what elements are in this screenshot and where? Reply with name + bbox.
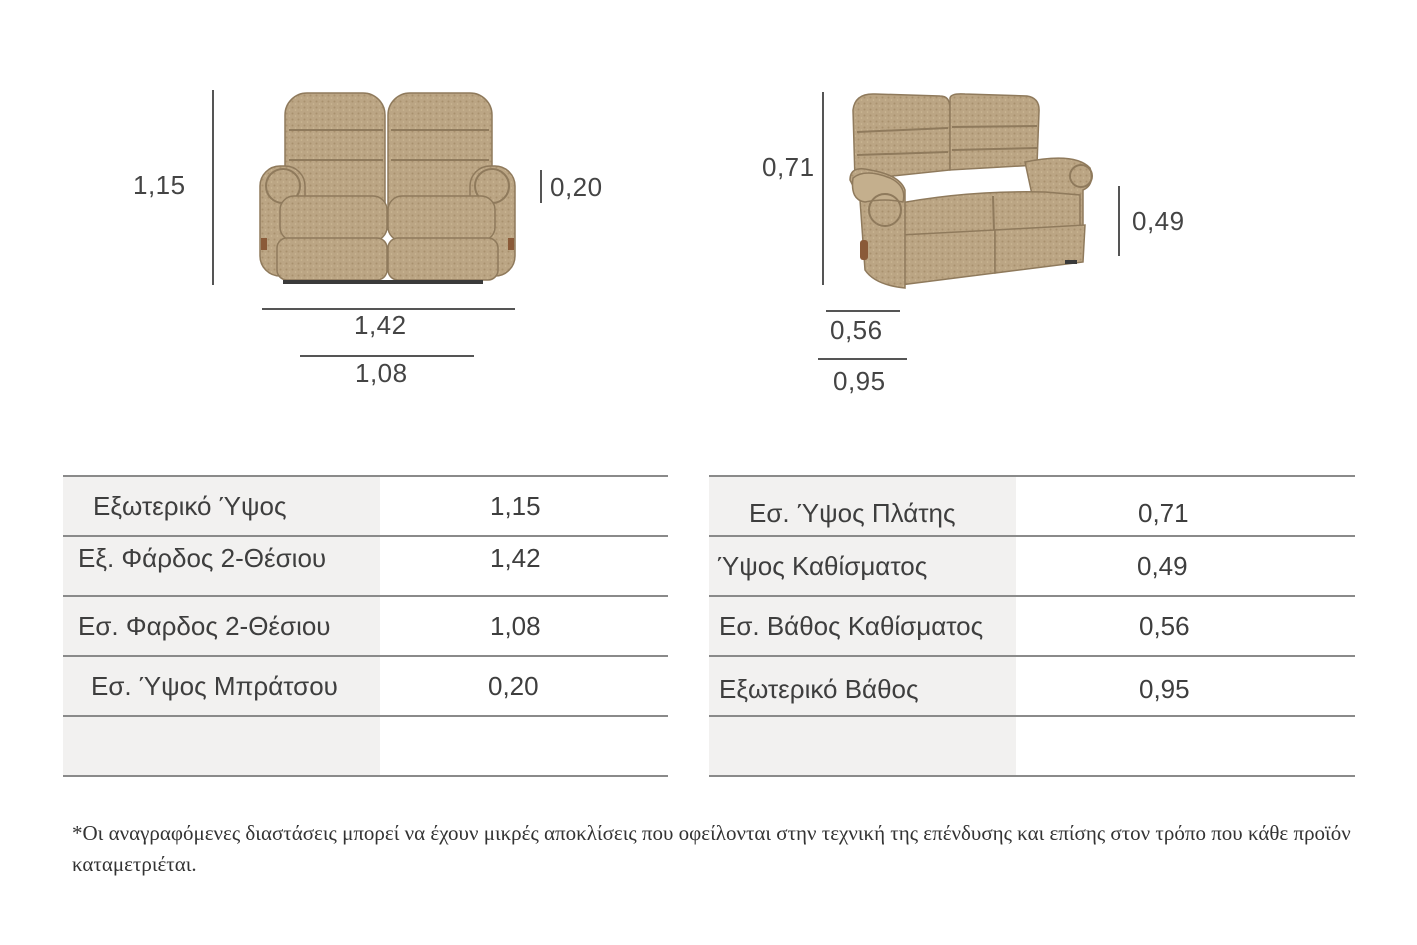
row-label: Εσ. Ύψος Μπράτσου [63, 657, 380, 715]
row-label: Εσ. Βάθος Καθίσματος [709, 597, 1016, 655]
table-row [709, 537, 1355, 597]
row-label: Εσ. Ύψος Πλάτης [709, 477, 1016, 535]
outer-depth-value: 0,95 [833, 366, 886, 396]
outer-depth-line [818, 358, 907, 360]
table-row [63, 657, 668, 717]
dimensions-footnote: *Οι αναγραφόμενες διαστάσεις μπορεί να έχουν μικρές αποκλίσεις που οφείλονται στην τεχνική της επένδυσης και επίσης στον τρόπο που κάθε προϊόν καταμετριέται. [72, 821, 1351, 876]
row-value: 1,42 [490, 543, 541, 573]
dimensions-table-right [709, 475, 1355, 777]
row-label: Εξ. Φάρδος 2-Θέσιου [63, 537, 380, 595]
table-row [709, 717, 1355, 777]
table-row [63, 597, 668, 657]
table-row [709, 477, 1355, 537]
row-value: 0,95 [1139, 674, 1190, 704]
back-height-line [822, 92, 824, 285]
row-label: Εσ. Φαρδος 2-Θέσιου [63, 597, 380, 655]
dimensions-table-left [63, 475, 668, 777]
row-label [63, 717, 380, 775]
table-row [709, 657, 1355, 717]
row-value: 0,56 [1139, 610, 1190, 641]
back-height-value: 0,71 [762, 152, 815, 182]
seat-depth-line [826, 310, 900, 312]
outer-width-value: 1,42 [354, 310, 407, 340]
row-value: 0,49 [1137, 550, 1188, 581]
seat-depth-value: 0,56 [830, 315, 883, 345]
row-value: 0,20 [488, 670, 539, 701]
arm-height-line [540, 170, 542, 203]
sofa-side-image [845, 90, 1100, 295]
row-value [1016, 717, 1355, 775]
arm-height-value: 0,20 [550, 172, 603, 202]
row-value: 0,71 [1138, 498, 1189, 528]
table-row [63, 717, 668, 777]
table-row [709, 597, 1355, 657]
row-label: Ύψος Καθίσματος [709, 537, 1016, 595]
row-value [380, 717, 668, 775]
row-value: 1,15 [490, 490, 541, 521]
front-height-line [212, 90, 214, 285]
seat-height-value: 0,49 [1132, 206, 1185, 236]
table-row [63, 537, 668, 597]
front-height-value: 1,15 [133, 170, 186, 200]
table-row [63, 477, 668, 537]
inner-width-line [300, 355, 474, 357]
row-label: Εξωτερικό Βάθος [709, 657, 1016, 715]
row-label [709, 717, 1016, 775]
sofa-front-image [255, 88, 520, 293]
seat-height-line [1118, 186, 1120, 256]
row-label: Εξωτερικό Ύψος [63, 477, 380, 535]
row-value: 1,08 [490, 610, 541, 641]
inner-width-value: 1,08 [355, 358, 408, 388]
